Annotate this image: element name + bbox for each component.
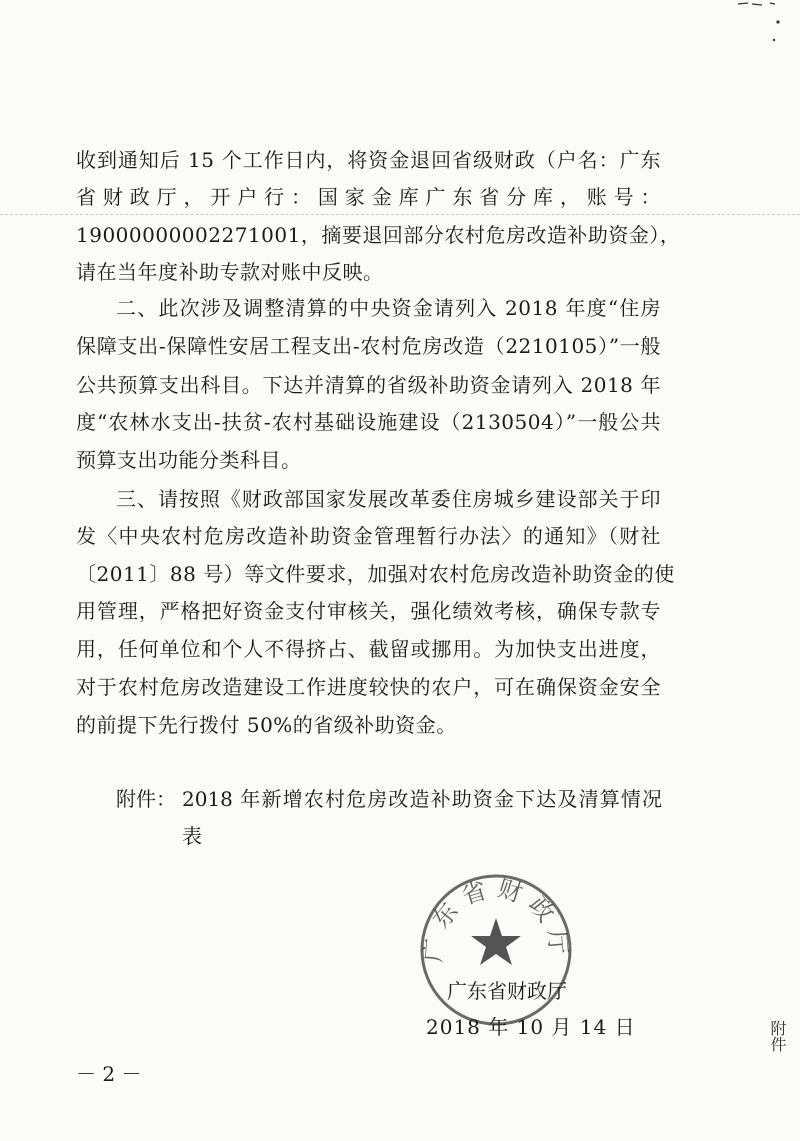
attachment-label: 附件： bbox=[116, 787, 176, 811]
body-line-6: 保障支出-保障性安居工程支出-农村危房改造（2210105）”一般 bbox=[76, 334, 661, 358]
body-line-11: 发〈中央农村危房改造补助资金管理暂行办法〉的通知》（财社 bbox=[76, 524, 661, 548]
body-line-7: 公共预算支出科目。下达并清算的省级补助资金请列入 2018 年 bbox=[76, 373, 661, 397]
body-line-15: 对于农村危房改造建设工作进度较快的农户，可在确保资金安全 bbox=[76, 675, 661, 699]
attachment-title: 2018 年新增农村危房改造补助资金下达及清算情况 bbox=[182, 787, 662, 811]
body-line-1: 收到通知后 15 个工作日内，将资金退回省级财政（户名：广东 bbox=[76, 148, 661, 172]
body-line-12: 〔2011〕88 号）等文件要求，加强对农村危房改造补助资金的使 bbox=[76, 562, 675, 586]
body-line-8: 度“农林水支出-扶贫-农村基础设施建设（2130504）”一般公共 bbox=[76, 410, 661, 434]
attachment-title-cont: 表 bbox=[182, 824, 202, 848]
body-line-14: 用，任何单位和个人不得挤占、截留或挪用。为加快支出进度， bbox=[76, 637, 661, 661]
body-line-4: 请在当年度补助专款对账中反映。 bbox=[76, 260, 384, 284]
margin-note: 附件 bbox=[768, 1020, 787, 1052]
body-line-2: 省财政厅，开户行：国家金库广东省分库，账号： bbox=[76, 185, 661, 209]
body-line-5: 二、此次涉及调整清算的中央资金请列入 2018 年度“住房 bbox=[116, 296, 661, 320]
official-seal bbox=[416, 870, 576, 1030]
issuing-organization: 广东省财政厅 bbox=[447, 979, 567, 1003]
issue-date: 2018 年 10 月 14 日 bbox=[426, 1015, 636, 1039]
body-line-3: 19000000002271001，摘要退回部分农村危房改造补助资金）， bbox=[76, 223, 681, 247]
body-line-16: 的前提下先行拨付 50%的省级补助资金。 bbox=[76, 713, 457, 737]
seal-text: 广东省财政厅 bbox=[418, 874, 574, 964]
scan-artifact bbox=[730, 0, 800, 60]
body-line-9: 预算支出功能分类科目。 bbox=[76, 448, 302, 472]
body-line-10: 三、请按照《财政部国家发展改革委住房城乡建设部关于印 bbox=[116, 487, 661, 511]
body-line-13: 用管理，严格把好资金支付审核关，强化绩效考核，确保专款专 bbox=[76, 599, 661, 623]
scan-line bbox=[0, 214, 800, 215]
page-number: － 2 － bbox=[76, 1062, 142, 1086]
